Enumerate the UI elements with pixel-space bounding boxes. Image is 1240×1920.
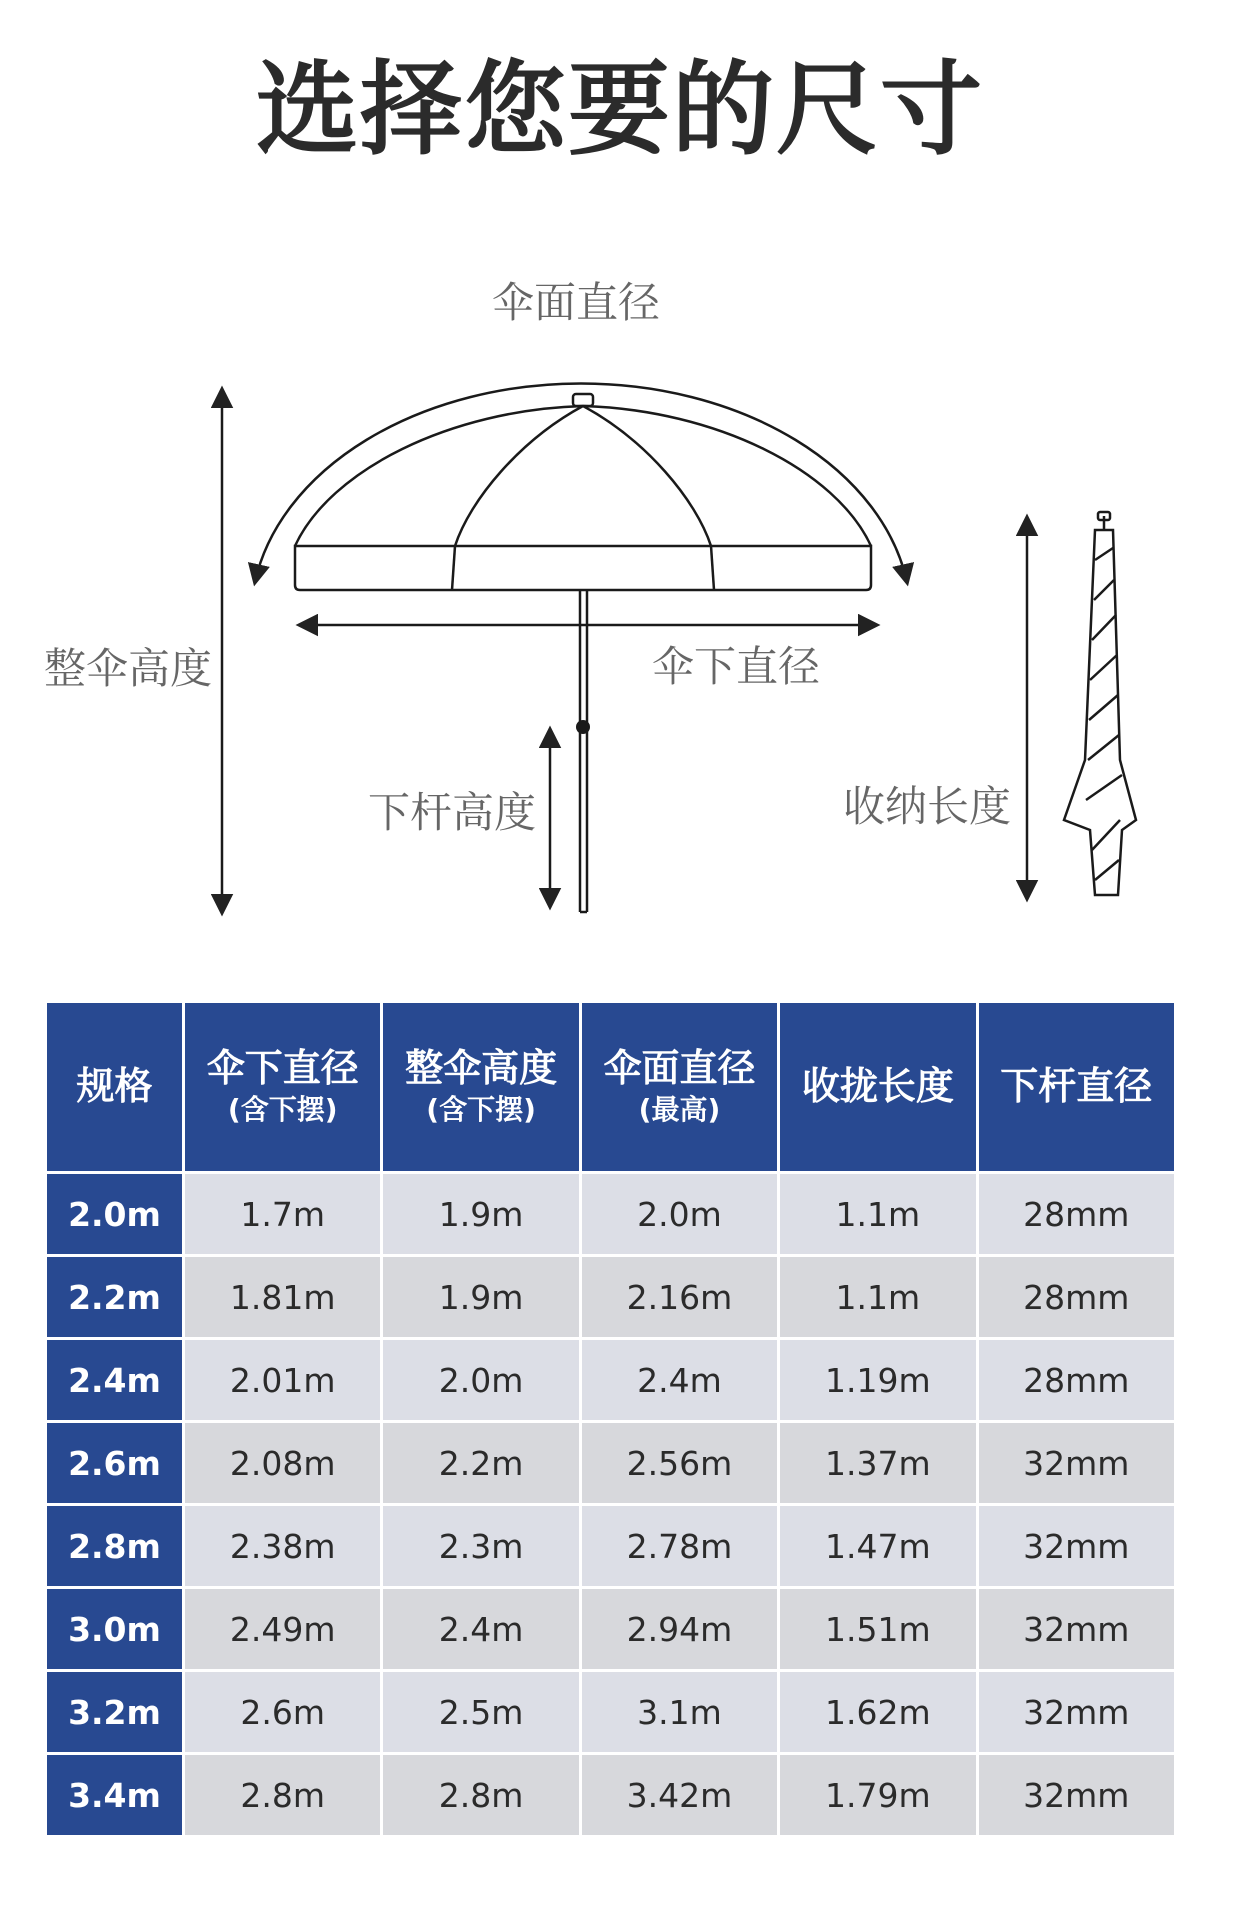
table-cell-spec: 3.4m <box>47 1755 182 1835</box>
table-cell: 2.3m <box>383 1506 578 1586</box>
table-cell: 2.78m <box>582 1506 777 1586</box>
table-cell: 2.4m <box>582 1340 777 1420</box>
table-cell: 1.9m <box>383 1174 578 1254</box>
table-cell: 2.2m <box>383 1423 578 1503</box>
table-row <box>47 1589 1174 1669</box>
folded-length-label: 收纳长度 <box>843 782 1012 831</box>
table-cell-spec: 2.0m <box>47 1174 182 1254</box>
table-row <box>47 1257 1174 1337</box>
table-cell: 32mm <box>979 1672 1174 1752</box>
page-title: 选择您要的尺寸 <box>256 51 984 170</box>
table-cell: 2.0m <box>383 1340 578 1420</box>
table-cell: 2.0m <box>582 1174 777 1254</box>
table-cell: 32mm <box>979 1589 1174 1669</box>
table-cell: 2.38m <box>185 1506 380 1586</box>
table-cell: 2.49m <box>185 1589 380 1669</box>
folded-umbrella <box>1064 512 1136 895</box>
table-cell: 3.42m <box>582 1755 777 1835</box>
table-cell: 2.6m <box>185 1672 380 1752</box>
header-canopy-diameter: 伞面直径 (最高) <box>582 1003 777 1171</box>
table-row <box>47 1340 1174 1420</box>
table-row <box>47 1423 1174 1503</box>
table-cell: 2.01m <box>185 1340 380 1420</box>
umbrella-valance <box>295 546 871 590</box>
table-cell-spec: 3.0m <box>47 1589 182 1669</box>
table-cell: 1.81m <box>185 1257 380 1337</box>
table-row <box>47 1672 1174 1752</box>
table-cell: 1.37m <box>780 1423 975 1503</box>
table-cell-spec: 2.4m <box>47 1340 182 1420</box>
table-cell: 32mm <box>979 1506 1174 1586</box>
table-cell: 32mm <box>979 1423 1174 1503</box>
header-folded-length: 收拢长度 <box>780 1003 975 1171</box>
table-cell-spec: 2.2m <box>47 1257 182 1337</box>
table-cell: 3.1m <box>582 1672 777 1752</box>
total-height-label: 整伞高度 <box>44 644 213 693</box>
size-table <box>44 1000 1177 1838</box>
table-cell: 1.19m <box>780 1340 975 1420</box>
lower-diameter-label: 伞下直径 <box>652 642 821 691</box>
table-row <box>47 1506 1174 1586</box>
table-cell: 32mm <box>979 1755 1174 1835</box>
table-cell-spec: 2.6m <box>47 1423 182 1503</box>
header-spec: 规格 <box>47 1003 182 1171</box>
table-cell: 1.1m <box>780 1174 975 1254</box>
table-cell: 28mm <box>979 1340 1174 1420</box>
canopy-diameter-arc <box>255 383 907 582</box>
umbrella-hub <box>576 720 590 734</box>
table-header-row <box>47 1003 1174 1171</box>
table-cell-spec: 3.2m <box>47 1672 182 1752</box>
table-cell-spec: 2.8m <box>47 1506 182 1586</box>
table-cell: 2.08m <box>185 1423 380 1503</box>
table-cell: 2.8m <box>383 1755 578 1835</box>
table-cell: 1.7m <box>185 1174 380 1254</box>
table-cell: 2.5m <box>383 1672 578 1752</box>
table-cell: 2.4m <box>383 1589 578 1669</box>
table-cell: 1.51m <box>780 1589 975 1669</box>
umbrella-canopy <box>295 406 871 546</box>
table-cell: 2.94m <box>582 1589 777 1669</box>
table-cell: 28mm <box>979 1257 1174 1337</box>
table-row <box>47 1755 1174 1835</box>
table-cell: 1.9m <box>383 1257 578 1337</box>
lower-pole-height-label: 下杆高度 <box>368 788 537 837</box>
header-pole-diameter: 下杆直径 <box>979 1003 1174 1171</box>
table-cell: 28mm <box>979 1174 1174 1254</box>
canopy-diameter-label: 伞面直径 <box>492 278 661 327</box>
table-row <box>47 1174 1174 1254</box>
header-total-height: 整伞高度 (含下摆) <box>383 1003 578 1171</box>
table-cell: 1.79m <box>780 1755 975 1835</box>
table-cell: 1.1m <box>780 1257 975 1337</box>
table-cell: 1.47m <box>780 1506 975 1586</box>
table-cell: 2.8m <box>185 1755 380 1835</box>
table-cell: 2.56m <box>582 1423 777 1503</box>
header-lower-diameter: 伞下直径 (含下摆) <box>185 1003 380 1171</box>
table-cell: 2.16m <box>582 1257 777 1337</box>
table-cell: 1.62m <box>780 1672 975 1752</box>
